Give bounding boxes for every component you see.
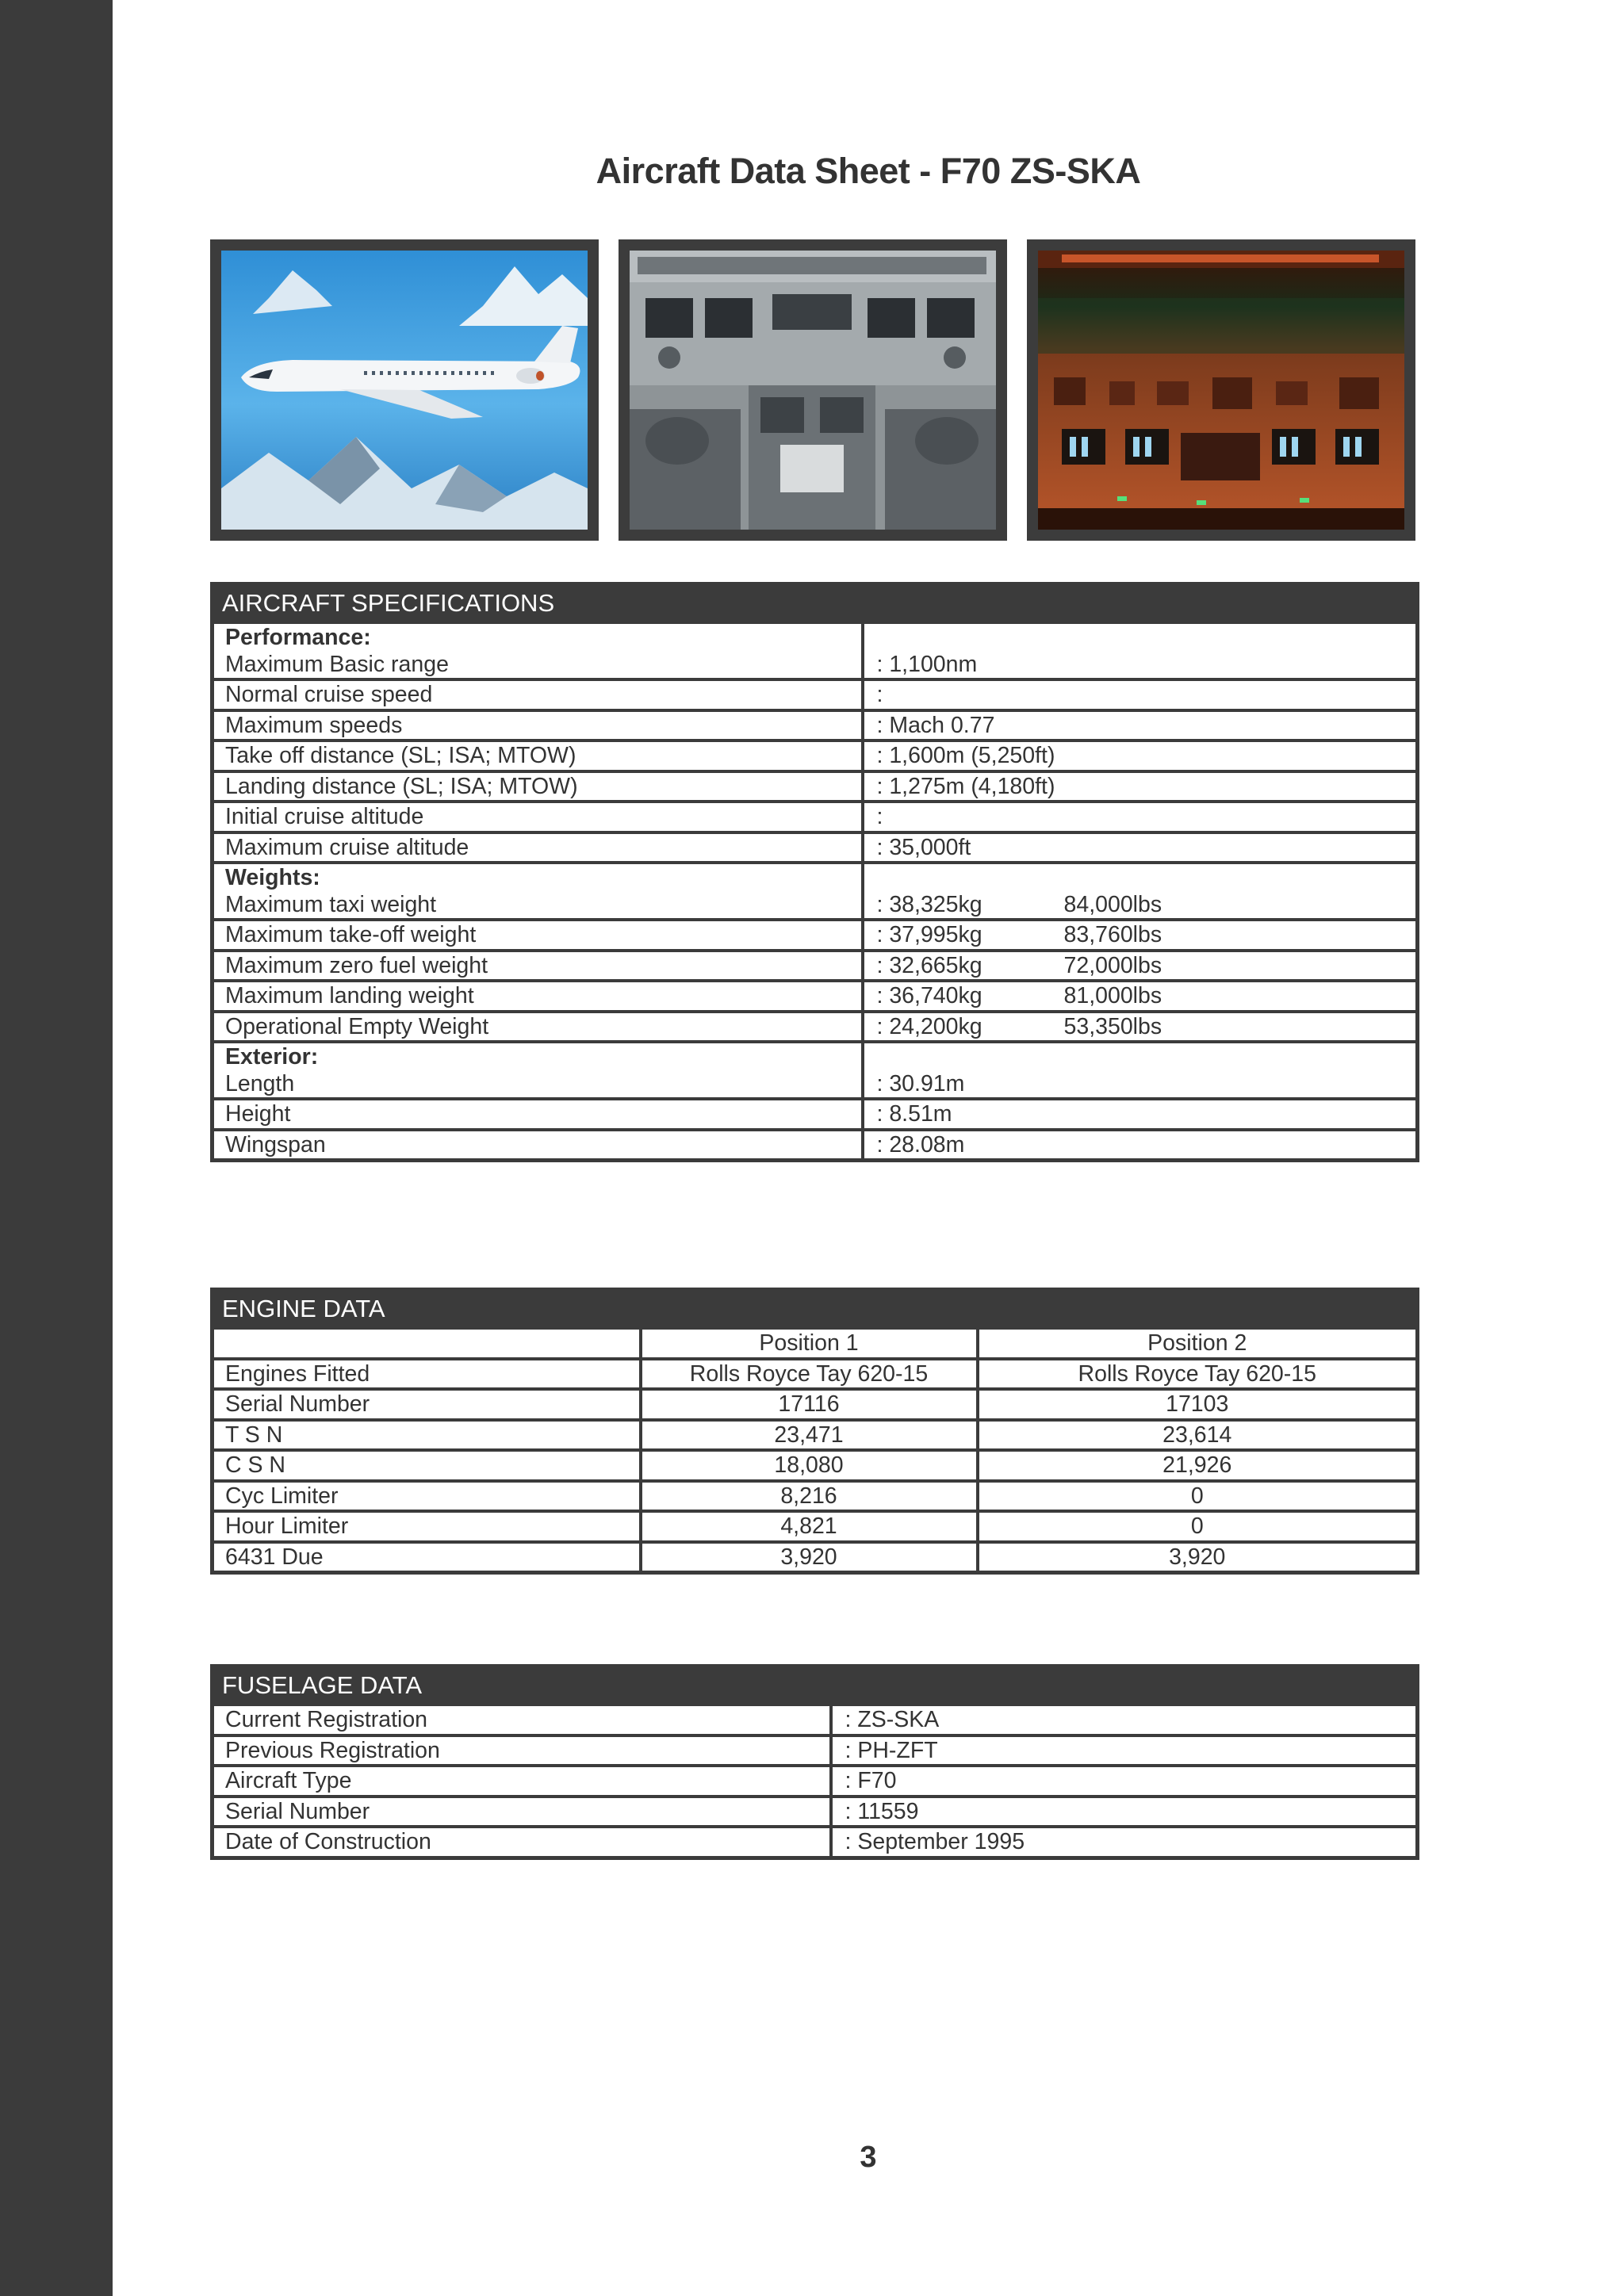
weight-kg: : 36,740kg	[876, 983, 982, 1009]
spec-label: Maximum take-off weight	[213, 920, 863, 951]
spec-label: Operational Empty Weight	[213, 1012, 863, 1043]
engine-pos2-value: 17103	[978, 1389, 1418, 1420]
spec-label: Maximum landing weight	[213, 981, 863, 1012]
engine-pos1-value: 8,216	[641, 1481, 978, 1512]
page-title	[113, 151, 1624, 192]
column-header-position-1: Position 1	[641, 1328, 978, 1359]
engine-label: 6431 Due	[213, 1542, 641, 1573]
fuselage-label: Aircraft Type	[213, 1766, 831, 1797]
aircraft-specifications-table	[210, 582, 1419, 1162]
weight-lbs: 81,000lbs	[1063, 983, 1162, 1009]
exterior-heading: Exterior:	[225, 1044, 319, 1070]
weight-kg: : 24,200kg	[876, 1013, 982, 1039]
weight-kg: : 32,665kg	[876, 952, 982, 978]
spec-row-label	[213, 1042, 863, 1099]
engine-pos1-value: Rolls Royce Tay 620-15	[641, 1359, 978, 1390]
cockpit-console-photo	[619, 239, 1007, 541]
engine-label: T S N	[213, 1420, 641, 1451]
table-row	[213, 1450, 1418, 1481]
spec-value: : 35,000ft	[863, 832, 1418, 863]
spec-row-value	[863, 1042, 1418, 1099]
engine-pos1-value: 3,920	[641, 1542, 978, 1573]
spec-value: : 30.91m	[876, 1071, 965, 1096]
table-row	[213, 1542, 1418, 1573]
spec-label: Maximum taxi weight	[225, 892, 437, 917]
spec-value: : 8.51m	[863, 1099, 1418, 1130]
spec-value: : 28.08m	[863, 1130, 1418, 1161]
engine-pos2-value: 0	[978, 1511, 1418, 1542]
fuselage-heading: FUSELAGE DATA	[213, 1667, 1418, 1705]
engine-label: Engines Fitted	[213, 1359, 641, 1390]
fuselage-value: : F70	[831, 1766, 1418, 1797]
table-row	[213, 920, 1418, 951]
photo-strip	[210, 239, 1415, 541]
table-row	[213, 1797, 1418, 1827]
spec-value: : 1,600m (5,250ft)	[863, 740, 1418, 771]
table-header-row	[213, 1328, 1418, 1359]
weight-lbs: 72,000lbs	[1063, 952, 1162, 978]
empty-header-cell	[213, 1328, 641, 1359]
fuselage-label: Date of Construction	[213, 1827, 831, 1858]
spec-value: : 1,275m (4,180ft)	[863, 771, 1418, 802]
table-row	[213, 710, 1418, 741]
engine-label: Serial Number	[213, 1389, 641, 1420]
weight-lbs: 83,760lbs	[1063, 922, 1162, 948]
engine-label: Hour Limiter	[213, 1511, 641, 1542]
fuselage-value: : ZS-SKA	[831, 1705, 1418, 1735]
table-row	[213, 1420, 1418, 1451]
engine-heading: ENGINE DATA	[213, 1290, 1418, 1329]
cockpit-night-photo	[1027, 239, 1415, 541]
table-row	[213, 981, 1418, 1012]
spec-value	[863, 1012, 1418, 1043]
spec-label: Maximum zero fuel weight	[213, 951, 863, 982]
engine-data-table	[210, 1288, 1419, 1575]
fuselage-value: : PH-ZFT	[831, 1735, 1418, 1766]
spec-row-value	[863, 622, 1418, 679]
engine-pos2-value: 0	[978, 1481, 1418, 1512]
table-row	[213, 1735, 1418, 1766]
table-row	[213, 832, 1418, 863]
spec-value	[863, 981, 1418, 1012]
column-header-position-2: Position 2	[978, 1328, 1418, 1359]
spec-label: Wingspan	[213, 1130, 863, 1161]
table-row	[213, 679, 1418, 710]
spec-label: Maximum cruise altitude	[213, 832, 863, 863]
weight-kg: : 37,995kg	[876, 922, 982, 948]
weights-heading: Weights:	[225, 865, 320, 890]
fuselage-label: Serial Number	[213, 1797, 831, 1827]
engine-pos1-value: 4,821	[641, 1511, 978, 1542]
engine-pos1-value: 23,471	[641, 1420, 978, 1451]
table-row	[213, 802, 1418, 832]
engine-label: C S N	[213, 1450, 641, 1481]
aircraft-in-flight-photo	[210, 239, 599, 541]
spec-row-label	[213, 622, 863, 679]
spec-label: Length	[225, 1071, 295, 1096]
spec-label: Take off distance (SL; ISA; MTOW)	[213, 740, 863, 771]
title-registration: F70 ZS-SKA	[940, 151, 1141, 191]
spec-label: Normal cruise speed	[213, 679, 863, 710]
spec-value	[863, 920, 1418, 951]
table-row	[213, 740, 1418, 771]
weight-kg: : 38,325kg	[876, 892, 982, 917]
table-row	[213, 1389, 1418, 1420]
spec-label: Height	[213, 1099, 863, 1130]
spec-heading: AIRCRAFT SPECIFICATIONS	[213, 584, 1418, 623]
spec-value: :	[863, 679, 1418, 710]
fuselage-label: Current Registration	[213, 1705, 831, 1735]
fuselage-label: Previous Registration	[213, 1735, 831, 1766]
spec-label: Landing distance (SL; ISA; MTOW)	[213, 771, 863, 802]
performance-heading: Performance:	[225, 625, 371, 650]
table-row	[213, 1827, 1418, 1858]
table-row	[213, 771, 1418, 802]
spec-label: Maximum Basic range	[225, 652, 449, 677]
spec-row-value	[863, 863, 1418, 920]
engine-pos1-value: 17116	[641, 1389, 978, 1420]
spec-label: Maximum speeds	[213, 710, 863, 741]
engine-pos2-value: 23,614	[978, 1420, 1418, 1451]
weight-lbs: 53,350lbs	[1063, 1013, 1162, 1039]
table-row	[213, 951, 1418, 982]
table-row	[213, 1481, 1418, 1512]
table-row	[213, 1359, 1418, 1390]
table-row	[213, 1012, 1418, 1043]
table-row	[213, 1099, 1418, 1130]
fuselage-data-table	[210, 1664, 1419, 1860]
engine-pos2-value: Rolls Royce Tay 620-15	[978, 1359, 1418, 1390]
weight-lbs: 84,000lbs	[1063, 892, 1162, 917]
spec-value: : 1,100nm	[876, 652, 978, 677]
spec-value	[863, 951, 1418, 982]
spec-label: Initial cruise altitude	[213, 802, 863, 832]
page-number: 3	[860, 2141, 877, 2174]
title-prefix: Aircraft Data Sheet -	[596, 151, 940, 191]
table-row	[213, 1130, 1418, 1161]
spec-value: : Mach 0.77	[863, 710, 1418, 741]
fuselage-value: : September 1995	[831, 1827, 1418, 1858]
engine-pos1-value: 18,080	[641, 1450, 978, 1481]
table-row	[213, 1766, 1418, 1797]
table-row	[213, 1511, 1418, 1542]
side-bar	[0, 0, 113, 2296]
fuselage-value: : 11559	[831, 1797, 1418, 1827]
spec-row-label	[213, 863, 863, 920]
engine-pos2-value: 21,926	[978, 1450, 1418, 1481]
engine-label: Cyc Limiter	[213, 1481, 641, 1512]
spec-value: :	[863, 802, 1418, 832]
engine-pos2-value: 3,920	[978, 1542, 1418, 1573]
table-row	[213, 1705, 1418, 1735]
